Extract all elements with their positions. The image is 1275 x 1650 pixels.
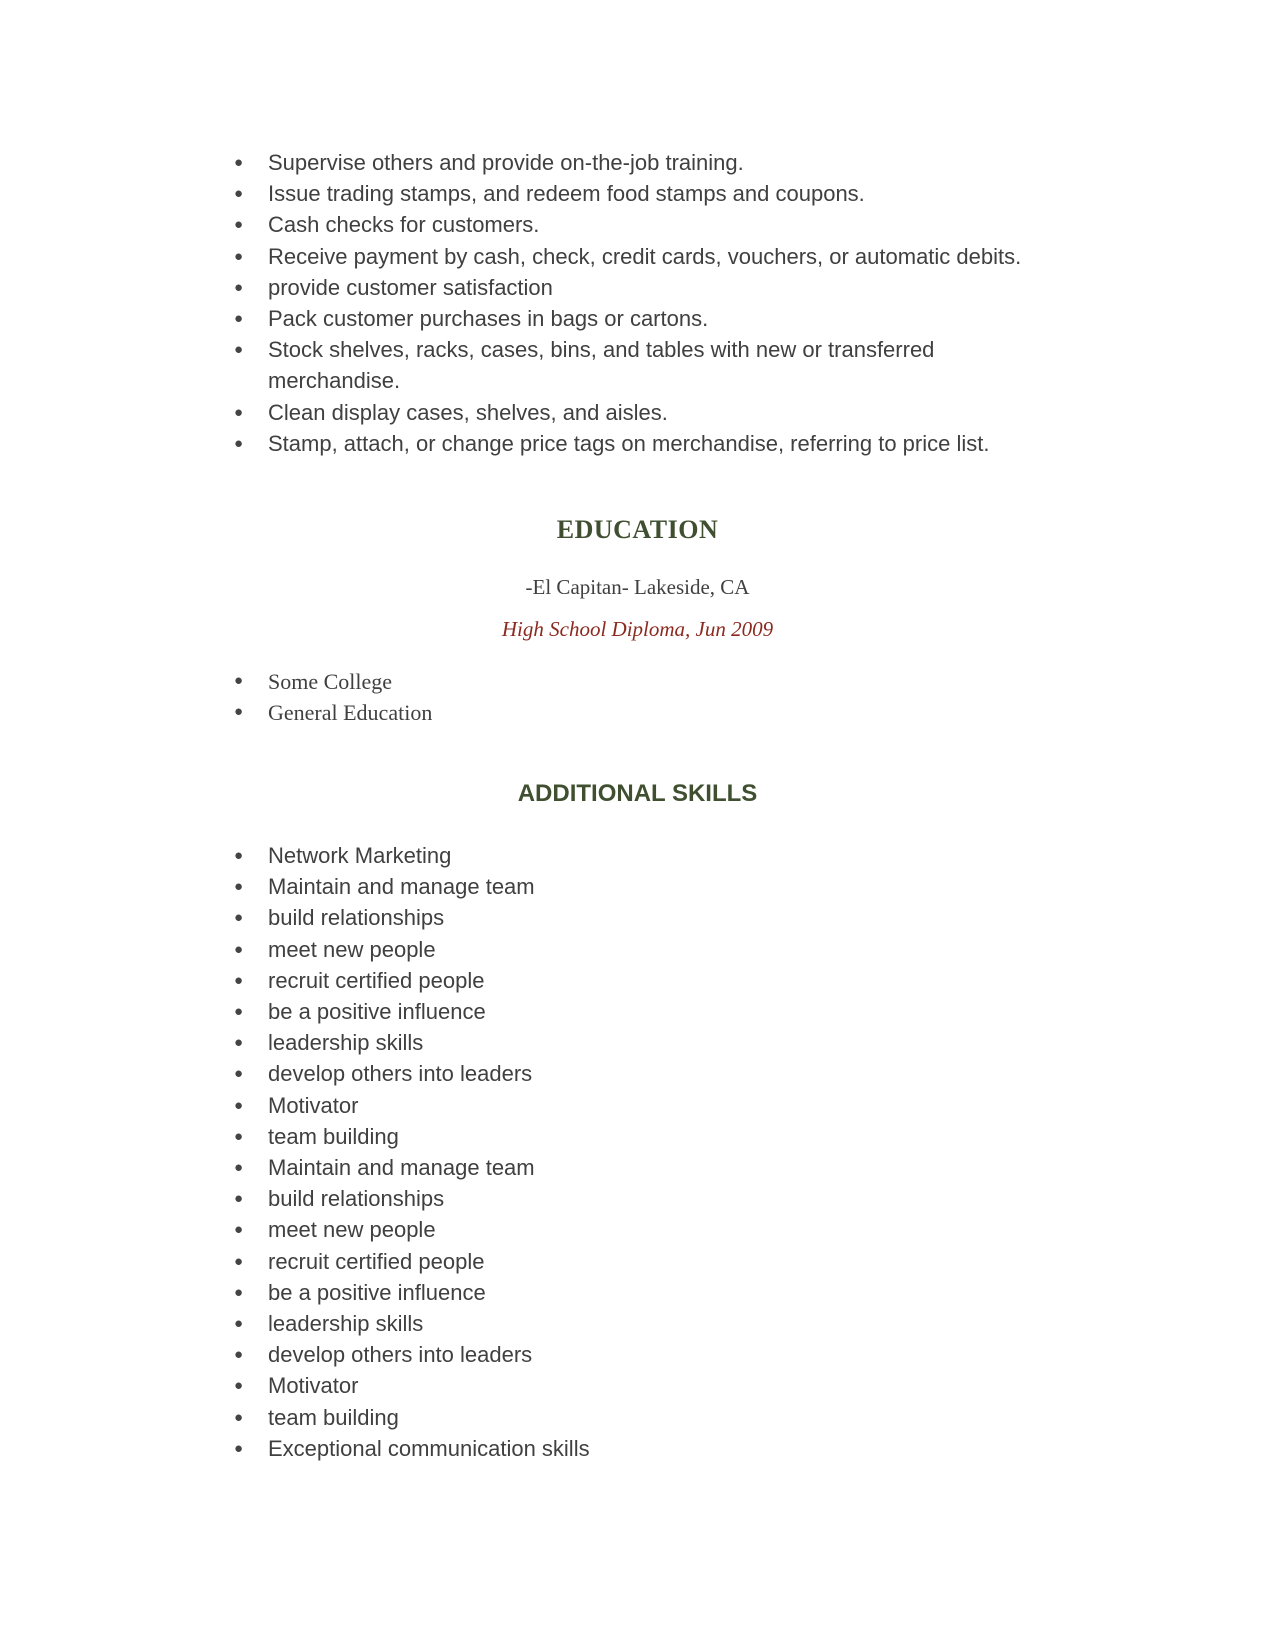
list-item-text: develop others into leaders <box>268 1061 533 1087</box>
list-item <box>230 697 1080 728</box>
list-item <box>230 666 1080 697</box>
list-item <box>230 1058 1080 1089</box>
bullet-icon: ● <box>234 154 244 171</box>
bullet-icon: ● <box>234 1096 244 1114</box>
list-item-text: be a positive influence <box>268 1279 486 1305</box>
skills-list <box>230 840 1080 1464</box>
education-details-list <box>230 666 1080 728</box>
diploma-text: High School Diploma, Jun 2009 <box>501 617 774 641</box>
list-item-text: General Education <box>268 700 433 725</box>
list-item-text: leadership skills <box>268 1311 424 1337</box>
list-item-text: Network Marketing <box>268 843 452 868</box>
list-item <box>230 272 1080 303</box>
education-heading: EDUCATION <box>556 515 719 544</box>
list-item <box>230 397 1080 428</box>
list-item <box>230 1277 1080 1308</box>
list-item <box>230 902 1080 933</box>
bullet-icon: ● <box>234 1408 244 1426</box>
bullet-icon: ● <box>234 278 244 296</box>
bullet-icon: ● <box>234 1003 244 1021</box>
list-item <box>230 1152 1080 1183</box>
additional-skills-heading: ADDITIONAL SKILLS <box>517 780 758 807</box>
list-item <box>230 1214 1080 1245</box>
bullet-icon: ● <box>234 1283 244 1301</box>
bullet-icon: ● <box>234 310 244 328</box>
list-item <box>230 1339 1080 1370</box>
list-item <box>230 147 1080 178</box>
bullet-icon: ● <box>234 847 244 864</box>
list-item-text: Clean display cases, shelves, and aisles. <box>268 399 668 425</box>
list-item-text: Maintain and manage team <box>268 874 535 900</box>
list-item-text: leadership skills <box>268 1030 424 1056</box>
bullet-icon: ● <box>234 1377 244 1395</box>
school-name: -El Capitan- Lakeside, CA <box>525 575 750 599</box>
list-item-text: Pack customer purchases in bags or cartons. <box>268 306 709 332</box>
bullet-icon: ● <box>234 403 244 421</box>
list-item <box>230 303 1080 334</box>
experience-duties-list <box>230 147 1080 459</box>
bullet-icon: ● <box>234 1065 244 1083</box>
list-item <box>230 1402 1080 1433</box>
list-item-text: Stamp, attach, or change price tags on merchandise, referring to price list. <box>268 430 990 456</box>
list-item-text: meet new people <box>268 936 436 962</box>
list-item-text: Cash checks for customers. <box>268 212 540 238</box>
list-item-text: build relationships <box>268 905 445 931</box>
list-item-text: meet new people <box>268 1217 436 1243</box>
list-item <box>230 1308 1080 1339</box>
list-item-text: provide customer satisfaction <box>268 274 553 300</box>
list-item <box>230 871 1080 902</box>
list-item-text: Stock shelves, racks, cases, bins, and tables with new or transferred merchandise. <box>268 337 935 394</box>
list-item <box>230 1090 1080 1121</box>
list-item <box>230 996 1080 1027</box>
bullet-icon: ● <box>234 1315 244 1333</box>
bullet-icon: ● <box>234 341 244 359</box>
list-item-text: team building <box>268 1123 399 1149</box>
bullet-icon: ● <box>234 940 244 958</box>
bullet-icon: ● <box>234 673 244 689</box>
list-item-text: Some College <box>268 669 393 694</box>
bullet-icon: ● <box>234 1346 244 1364</box>
list-item-text: Motivator <box>268 1092 359 1118</box>
list-item-text: build relationships <box>268 1186 445 1212</box>
list-item <box>230 1121 1080 1152</box>
bullet-icon: ● <box>234 247 244 265</box>
list-item-text: be a positive influence <box>268 999 486 1025</box>
bullet-icon: ● <box>234 1159 244 1177</box>
bullet-icon: ● <box>234 1190 244 1208</box>
bullet-icon: ● <box>234 1221 244 1239</box>
list-item <box>230 1433 1080 1464</box>
list-item <box>230 1183 1080 1214</box>
bullet-icon: ● <box>234 216 244 234</box>
list-item <box>230 934 1080 965</box>
bullet-icon: ● <box>234 971 244 989</box>
bullet-icon: ● <box>234 909 244 927</box>
bullet-icon: ● <box>234 704 244 720</box>
list-item <box>230 178 1080 209</box>
list-item <box>230 1370 1080 1401</box>
list-item-text: recruit certified people <box>268 1248 485 1274</box>
list-item-text: Receive payment by cash, check, credit cards, vouchers, or automatic debits. <box>268 243 1022 269</box>
list-item <box>230 241 1080 272</box>
list-item-text: Motivator <box>268 1373 359 1399</box>
list-item <box>230 840 1080 871</box>
list-item <box>230 334 978 396</box>
list-item-text: develop others into leaders <box>268 1342 533 1368</box>
list-item-text: recruit certified people <box>268 967 485 993</box>
bullet-icon: ● <box>234 1127 244 1145</box>
list-item-text: Supervise others and provide on-the-job training. <box>268 150 744 175</box>
bullet-icon: ● <box>234 185 244 203</box>
list-item-text: Exceptional communication skills <box>268 1435 590 1461</box>
list-item <box>230 1246 1080 1277</box>
list-item-text: team building <box>268 1404 399 1430</box>
bullet-icon: ● <box>234 1439 244 1457</box>
bullet-icon: ● <box>234 878 244 896</box>
list-item-text: Maintain and manage team <box>268 1155 535 1181</box>
bullet-icon: ● <box>234 1034 244 1052</box>
list-item <box>230 209 1080 240</box>
list-item <box>230 428 1080 459</box>
bullet-icon: ● <box>234 434 244 452</box>
list-item <box>230 1027 1080 1058</box>
list-item <box>230 965 1080 996</box>
list-item-text: Issue trading stamps, and redeem food stamps and coupons. <box>268 181 865 207</box>
bullet-icon: ● <box>234 1252 244 1270</box>
